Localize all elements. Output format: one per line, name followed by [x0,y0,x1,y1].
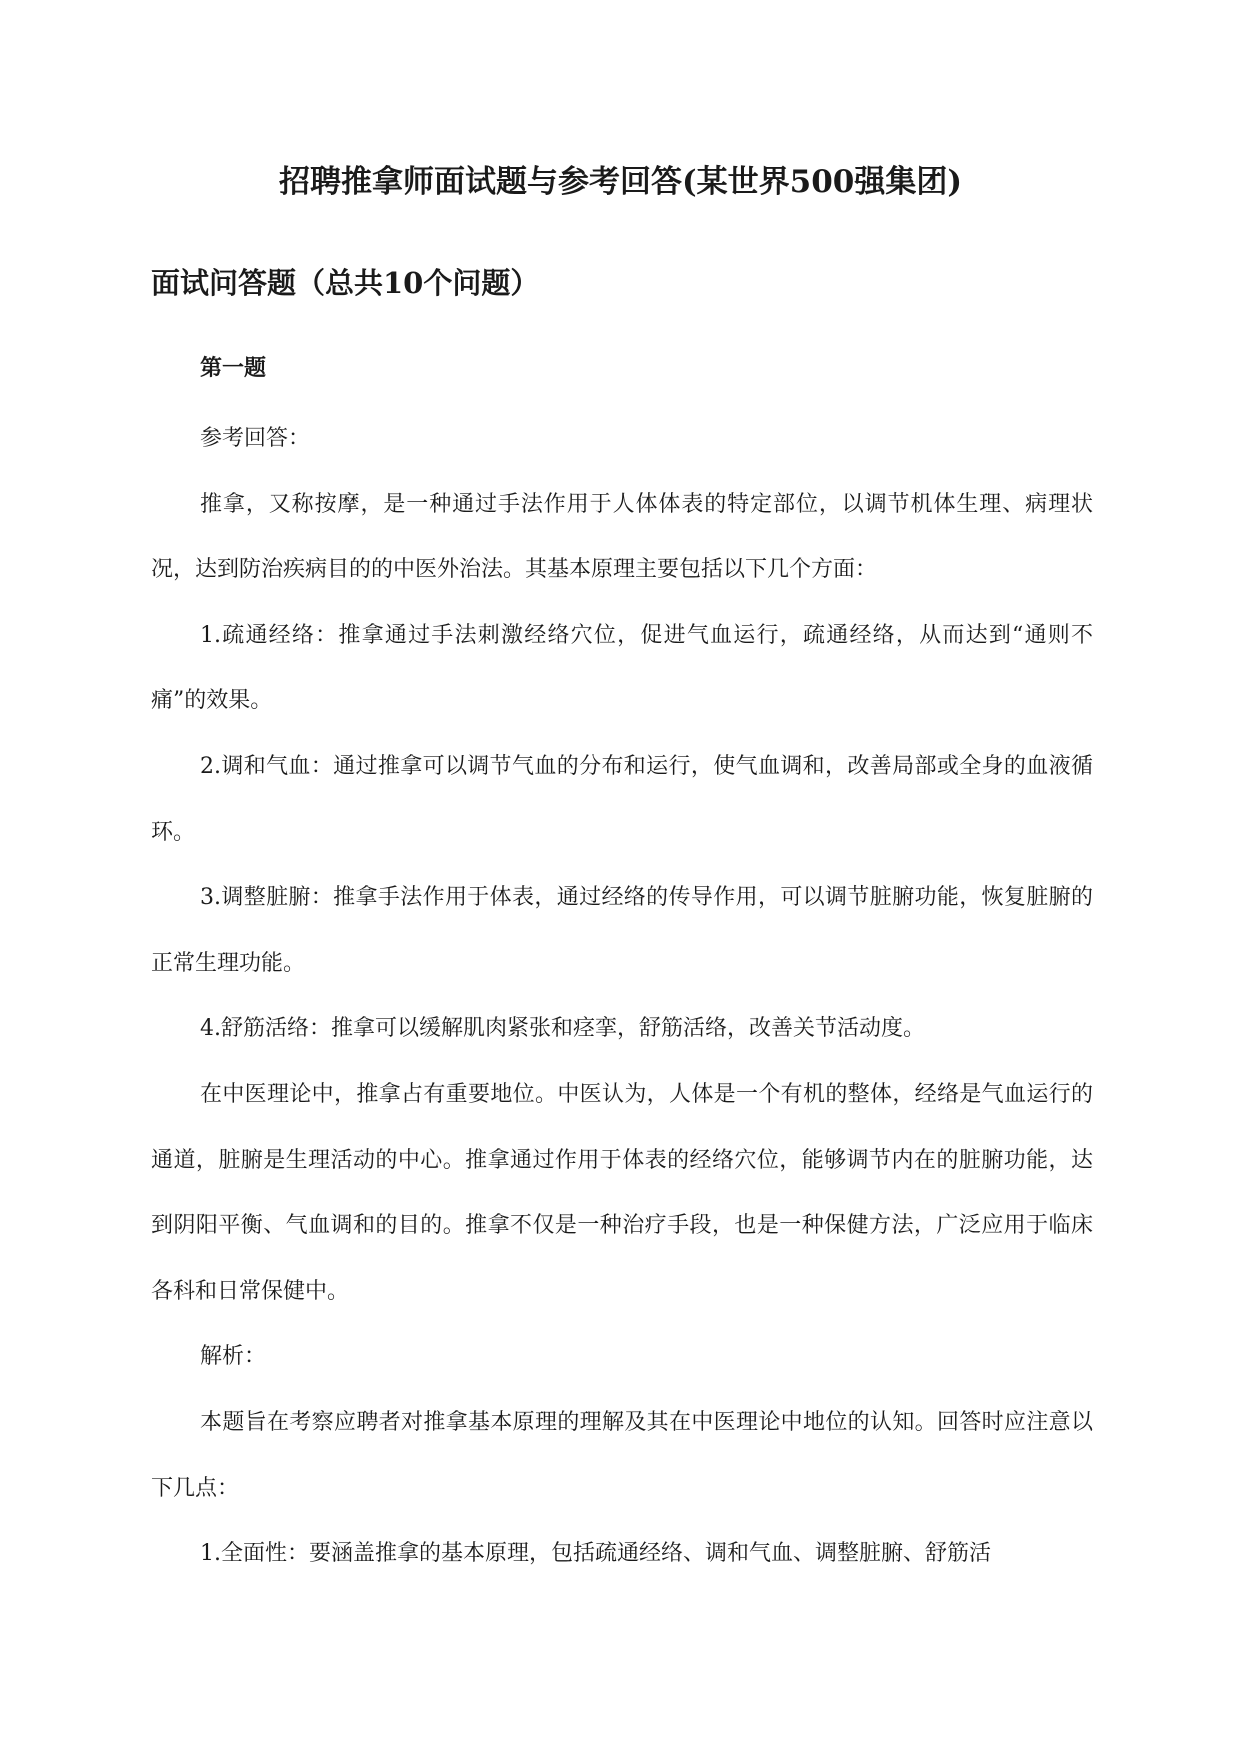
answer-paragraph: 推拿，又称按摩，是一种通过手法作用于人体体表的特定部位，以调节机体生理、病理状况，达到防治疾病目的的中医外治法。其基本原理主要包括以下几个方面： [151,491,1093,583]
analysis-label: 解析： [200,1344,267,1370]
question-label: 第一题 [200,355,267,381]
answer-paragraph: 1.疏通经络：推拿通过手法刺激经络穴位，促进气血运行，疏通经络，从而达到“通则不痛”的效果。 [151,622,1093,714]
answer-paragraph: 3.调整脏腑：推拿手法作用于体表，通过经络的传导作用，可以调节脏腑功能，恢复脏腑的正常生理功能。 [151,885,1093,976]
document-title: 招聘推拿师面试题与参考回答(某世界500强集团) [278,164,963,200]
answer-paragraph: 4.舒筋活络：推拿可以缓解肌肉紧张和痉挛，舒筋活络，改善关节活动度。 [200,1016,925,1042]
analysis-paragraph: 本题旨在考察应聘者对推拿基本原理的理解及其在中医理论中地位的认知。回答时应注意以下几点： [151,1409,1093,1501]
section-heading: 面试问答题（总共10个问题） [151,266,540,300]
answer-label: 参考回答： [200,426,311,451]
document-body [151,406,1093,1587]
answer-paragraph: 在中医理论中，推拿占有重要地位。中医认为，人体是一个有机的整体，经络是气血运行的通道，脏腑是生理活动的中心。推拿通过作用于体表的经络穴位，能够调节内在的脏腑功能，达到阴阳平衡、气血调和的目的。推拿不仅是一种治疗手段，也是一种保健方法，广泛应用于临床各科和日常保健中。 [151,1081,1093,1304]
analysis-paragraph: 1.全面性：要涵盖推拿的基本原理，包括疏通经络、调和气血、调整脏腑、舒筋活 [200,1541,991,1567]
answer-paragraph: 2.调和气血：通过推拿可以调节气血的分布和运行，使气血调和，改善局部或全身的血液循环。 [151,753,1093,845]
